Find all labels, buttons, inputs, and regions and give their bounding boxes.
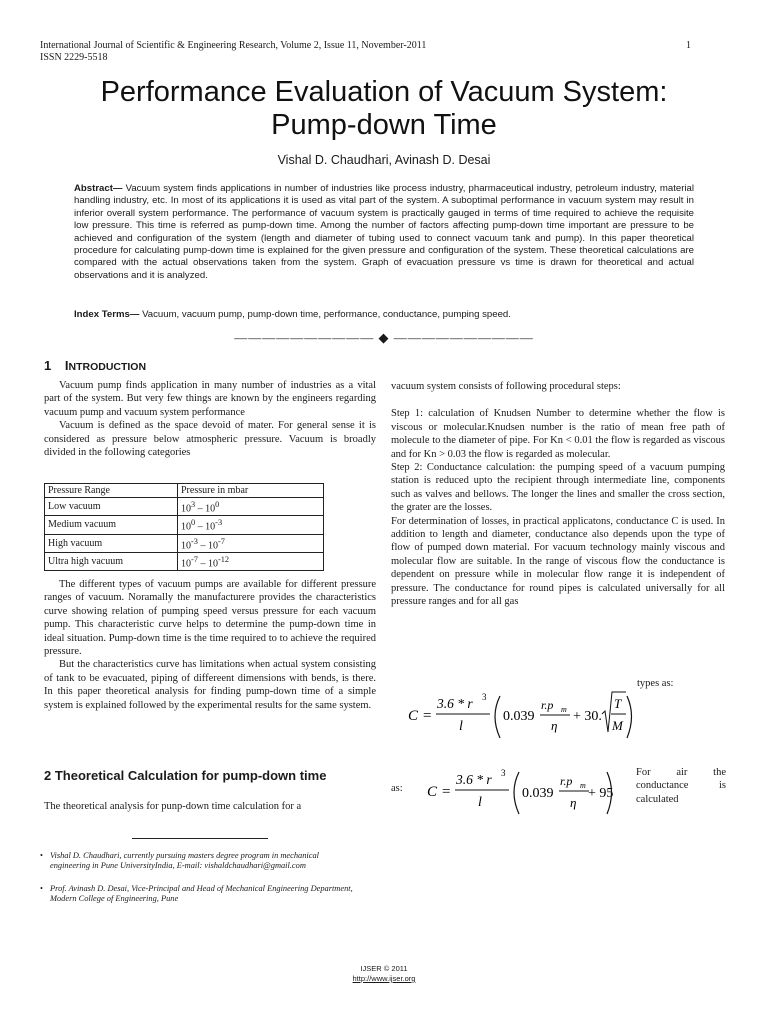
section-2-body [44, 800, 380, 813]
index-terms-text: Vacuum, vacuum pump, pump-down time, performance, conductance, pumping speed. [142, 309, 511, 320]
eq2-plus-term: + 95 [588, 786, 613, 801]
footnote-2: • Prof. Avinash D. Desai, Vice-Principal and Head of Mechanical Engineering Department, Modern College of Engineering, Pune [40, 884, 353, 904]
copyright: IJSER © 2011 [360, 964, 408, 973]
bullet-icon: • [40, 851, 43, 860]
section-1-heading [44, 358, 146, 373]
section-divider: —————————— ◆ —————————— [234, 330, 534, 345]
footnote-1: • Vishal D. Chaudhari, currently pursuing masters degree program in mechanical engineering in Pune UniversityIndia, E-mail: vishaldchaudhari@gmail.com [40, 851, 319, 871]
eq1-lhs: C [408, 708, 419, 724]
section-1-title-initial: I [64, 358, 69, 373]
step-2-paragraph: Step 2: Conductance calculation: the pumping speed of a vacuum pumping station is reduced upto the recipient through intermediate line, components such as valves and bellows. The longer the lines and smaller the cross section, the grater are the losses. [391, 462, 725, 514]
eq1-rp: r.p [541, 698, 554, 712]
types-as-text: types as: [637, 678, 674, 689]
eq2-eta: η [570, 795, 577, 810]
right-column [391, 380, 725, 609]
table-cell-pressure: $10^3 - 10^0$ [178, 498, 324, 516]
eq1-denominator: l [459, 719, 463, 734]
section-1-number: 1 [44, 358, 52, 373]
table-cell-range: High vacuum [45, 534, 178, 552]
section-1-body-top [44, 379, 376, 459]
page-footer [0, 964, 768, 984]
eq2-exponent: 3 [501, 768, 506, 778]
section-2-title: Theoretical Calculation for pump-down time [54, 768, 327, 783]
paper-title [40, 76, 728, 142]
eq2-subscript: m [580, 781, 586, 790]
eq2-lead-text: as: [391, 783, 403, 794]
eq1-subscript: m [561, 705, 567, 714]
eq2-denominator: l [478, 795, 482, 810]
table-cell-range: Ultra high vacuum [45, 552, 178, 570]
air-conductance-text: For air the conductance is calculated [636, 767, 726, 805]
journal-header: International Journal of Scientific & Engineering Research, Volume 2, Issue 11, November-2011 [40, 40, 427, 51]
eq1-right-paren [627, 696, 632, 738]
conductance-equation-general [404, 688, 634, 744]
eq1-equals: = [423, 708, 432, 724]
abstract [74, 183, 694, 282]
eq1-eta: η [551, 718, 558, 733]
section-2-number: 2 [44, 768, 52, 783]
step-1-paragraph: Step 1: calculation of Knudsen Number to determine whether the flow is viscous or molecular.Knudsen number is the ratio of mean free path of molecule to the diameter of pipe. For Kn < 0.01 the flow is regarded as viscous and for Kn > 0.03 the flow is regarded as molecular. [391, 408, 725, 460]
eq2-coefficient: 0.039 [522, 786, 554, 801]
table-cell-range: Medium vacuum [45, 516, 178, 534]
table-row [45, 516, 324, 534]
eq2-left-paren [514, 772, 519, 814]
table-cell-pressure: $10^{-7} - 10^{-12}$ [178, 552, 324, 570]
intro-paragraph-3: The different types of vacuum pumps are available for different pressure ranges of vacuum. Noramally the manufacturere provides the characteristics curve showing relation of pumping speed versus pressure for each vacuum pump. This characteristic curve helps to determine the pump-down time in ideal situation. Pump-down time is the time required to to achieve the required pressure. [44, 579, 376, 658]
vacuum-range-table [44, 483, 324, 571]
eq1-left-paren [495, 696, 500, 738]
table-header-cell: Pressure Range [45, 484, 178, 498]
eq1-numerator: 3.6 * r [437, 696, 473, 711]
abstract-label: Abstract— [74, 183, 123, 194]
eq2-lhs: C [427, 784, 438, 800]
table-header-row [45, 484, 324, 498]
eq1-coefficient: 0.039 [503, 709, 535, 724]
intro-paragraph-1: Vacuum pump finds application in many number of industries as a vital part of the system. But very few things are known by the engineers regarding vacuum pump and vacuum system performance [44, 380, 376, 418]
table-cell-pressure: $10^0 - 10^{-3}$ [178, 516, 324, 534]
eq2-numerator: 3.6 * r [456, 772, 492, 787]
section-1-title-rest: NTRODUCTION [68, 361, 147, 373]
intro-paragraph-2: Vacuum is defined as the space devoid of mater. For general sense it is considered as pressure below atmospheric pressure. Vacuum is broadly divided in the following categories [44, 420, 376, 459]
eq1-M: M [612, 718, 623, 733]
page-number: 1 [686, 40, 691, 51]
eq1-exponent: 3 [482, 692, 487, 702]
bullet-icon: • [40, 884, 43, 893]
table-cell-pressure: $10^{-3} - 10^{-7}$ [178, 534, 324, 552]
authors: Vishal D. Chaudhari, Avinash D. Desai [277, 153, 491, 167]
table-cell-range: Low vacuum [45, 498, 178, 516]
eq2-rp: r.p [560, 774, 573, 788]
eq1-plus-term: + 30. [573, 709, 602, 724]
section-2-heading [44, 768, 326, 783]
eq2-equals: = [442, 784, 451, 800]
conductance-equation-air [423, 765, 613, 823]
intro-paragraph-4: But the characteristics curve has limitations when actual system consisting of tank to be evacuated, piping of differeent dimensions with bends, is there. In this paper theoretical analysis for finding pump-down time of a simple system is explained followed by the experimental results for the same system. [44, 659, 376, 711]
index-terms [74, 309, 694, 321]
journal-url-link[interactable]: http://www.ijser.org [352, 974, 416, 983]
eq1-T: T [614, 696, 622, 711]
title-line-1: Performance Evaluation of Vacuum System: [100, 76, 668, 108]
section-1-body-bottom [44, 578, 376, 712]
procedure-intro: vacuum system consists of following procedural steps: [391, 381, 621, 392]
table-row [45, 498, 324, 516]
title-line-2: Pump-down Time [271, 109, 497, 141]
abstract-text: Vacuum system finds applications in number of industries like process industry, pharmaceutical industry, petroleum industry, material handling industry, etc. In most of its applications it is used as vital part of the system. A suboptimal performance in vacuum system may result in inferior overall system performance. The performance of vacuum system is practically gauged in terms of time required to achieve the requisite low pressure. This time is referred as pump-down time. Among the number of factors affecting pump-down time important are pressure to be achieved and configuration of the system (length and diameter of tubing used to connect vacuum tank and pump). In this paper theoretical procedure for calculating pump-down time is explained for the given pressure and configuration of the system. These theoretical calculations are compared with the actual observations taken from the system. Graph of evacuation pressure vs time is drawn for theoretical and actual observations and it is analyzed. [74, 183, 694, 281]
index-terms-label: Index Terms— [74, 309, 140, 320]
table-row [45, 552, 324, 570]
table-header-cell: Pressure in mbar [178, 484, 324, 498]
table-row [45, 534, 324, 552]
footnote-rule [132, 838, 268, 839]
issn: ISSN 2229-5518 [40, 52, 108, 63]
conductance-paragraph: For determination of losses, in practical applicatons, conductance C is used. In addition to length and diameter, conductance also depends upon the type of flow of pumped down material. For vacuum technology mainly viscous and molecular flow are suitable. In the range of viscous flow the conductance is dependent on pressure while in molecular flow range it is independent of pressure. The conductance for round pipes is calculated universally for all pressure ranges and for all gas [391, 515, 725, 608]
section-2-paragraph-1: The theoretical analysis for punp-down time calculation for a [44, 801, 302, 812]
